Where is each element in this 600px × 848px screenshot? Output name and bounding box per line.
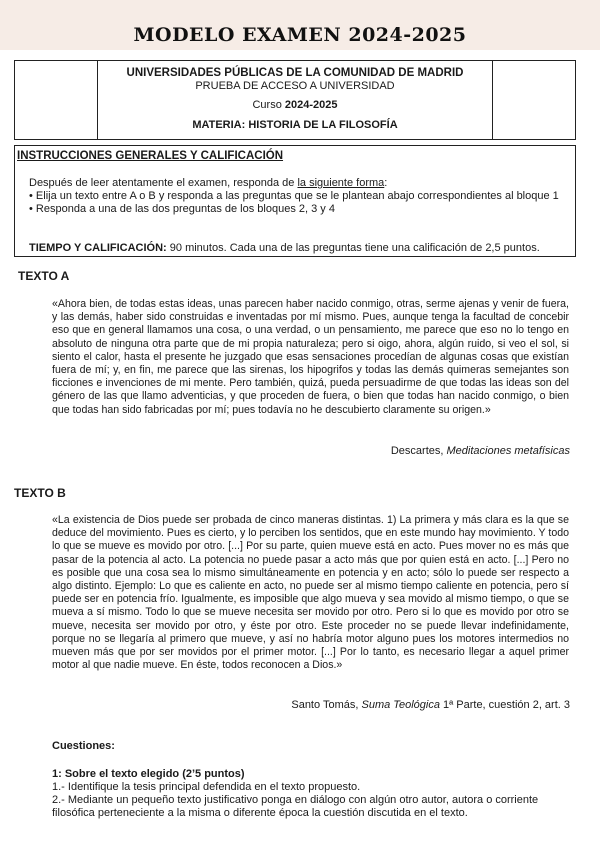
texto-a-heading: TEXTO A: [18, 269, 70, 283]
intro-colon: :: [384, 177, 388, 189]
questions-section: [52, 740, 572, 820]
course-year: 2024-2025: [284, 99, 338, 111]
header-center-cell: [97, 61, 493, 139]
exam-name: PRUEBA DE ACCESO A UNIVERSIDAD: [195, 80, 395, 92]
instructions-body: [29, 177, 565, 216]
course-label: Curso: [252, 99, 285, 111]
texto-a-citation: [391, 445, 570, 457]
time-text: 90 minutos. Cada una de las preguntas tiene una calificación de 2,5 puntos.: [166, 242, 540, 254]
time-and-grading: [29, 242, 567, 254]
header-right-cell: [492, 61, 575, 139]
time-label: TIEMPO Y CALIFICACIÓN:: [29, 242, 167, 254]
texto-b-author: Santo Tomás,: [291, 699, 362, 711]
texto-a-body: «Ahora bien, de todas estas ideas, unas parecen haber nacido conmigo, otras, serme ajenas y venir de fuera, y las demás, haber sido construidas e inventadas por mí mismo. Pues, aunque tenga la facultad de concebir eso que en general llamamos una cosa, o una verdad, o un pensamiento, me parece que eso no lo tengo en absoluto de ninguna otra parte que de mi propia naturaleza; pero si oigo, ahora, algún ruido, si veo el sol, si siento el calor, hasta el presente he juzgado que esas sensaciones procedían de algunas cosas que existían fuera de mí; y, en fin, me parece que las sirenas, los hipogrifos y todas las demás quimeras semejantes son ficciones e invenciones de mi mente. Pero también, quizá, pueda persuadirme de que todas las ideas son del género de las que llamo adventicias, y que proceden de fuera, o bien que todas han nacido conmigo, o bien que todas han sido fabricadas por mí; pues todavía no he descubierto claramente su origen.»: [52, 298, 569, 416]
question-2: 2.- Mediante un pequeño texto justificativo ponga en diálogo con algún otro autor, autora o corriente filosófica perteneciente a la misma o diferente época la cuestión discutida en el texto.: [52, 794, 539, 819]
texto-a-author: Descartes,: [390, 445, 447, 457]
block1-title: 1: Sobre el texto elegido (2’5 puntos): [52, 768, 245, 780]
texto-b-ref: 1ª Parte, cuestión 2, art. 3: [439, 699, 570, 711]
texto-a-work: Meditaciones metafísicas: [446, 445, 570, 457]
texto-b-citation: [291, 699, 570, 711]
intro-text: Después de leer atentamente el examen, responda de: [29, 177, 298, 189]
page-title: MODELO EXAMEN 2024-2025: [133, 24, 467, 46]
texto-b-body: «La existencia de Dios puede ser probada de cinco maneras distintas. 1) La primera y más clara es la que se deduce del movimiento. Pues es cierto, y lo perciben los sentidos, que en este mundo hay movimiento. Y todo lo que se mueve es movido por otro. [...] Por su parte, quien mueve está en acto. Pues mover no es más que pasar de la potencia al acto. La potencia no puede pasar a acto más que por quien está en acto. [...] Pero no es posible que una cosa sea lo mismo simultáneamente en potencia y en acto; sólo lo puede ser respecto a algo distinto. Ejemplo: Lo que es caliente en acto, no puede ser al mismo tiempo caliente en potencia, pero sí puede ser en potencia frío. Igualmente, es imposible que algo mueva y sea movido al mismo tiempo, o que se mueva a sí mismo. Todo lo que se mueve necesita ser movido por otro. Pero si lo que es movido por otro se mueve, necesita ser movido por otro, y éste por otro. Este proceder no se puede llevar indefinidamente, porque no se llegaría al primero que mueve, y así no habría motor alguno pues los motores intermedios no mueven más que por ser movidos por el primer motor. [...] Por lo tanto, es necesario llegar a aquel primer motor al que nadie mueve. En éste, todos reconocen a Dios.»: [52, 514, 569, 672]
instructions-bullet-2: • Responda a una de las dos preguntas de los bloques 2, 3 y 4: [29, 203, 335, 215]
university-name: UNIVERSIDADES PÚBLICAS DE LA COMUNIDAD DE MADRID: [126, 67, 464, 79]
exam-header-box: [14, 60, 576, 140]
instructions-title: INSTRUCCIONES GENERALES Y CALIFICACIÓN: [17, 150, 284, 162]
instructions-intro: [29, 177, 565, 190]
questions-heading: Cuestiones:: [52, 740, 115, 752]
intro-underlined: la siguiente forma: [297, 177, 385, 189]
texto-b-work: Suma Teológica: [361, 699, 440, 711]
texto-b-heading: TEXTO B: [14, 486, 66, 500]
course-line: [97, 99, 493, 111]
question-1: 1.- Identifique la tesis principal defendida en el texto propuesto.: [52, 781, 361, 793]
instructions-box: [14, 145, 576, 257]
header-left-cell: [15, 61, 98, 139]
instructions-bullet-1: • Elija un texto entre A o B y responda a las preguntas que se le plantean abajo correspondientes al bloque 1: [29, 190, 559, 202]
subject-line: MATERIA: HISTORIA DE LA FILOSOFÍA: [192, 119, 398, 131]
